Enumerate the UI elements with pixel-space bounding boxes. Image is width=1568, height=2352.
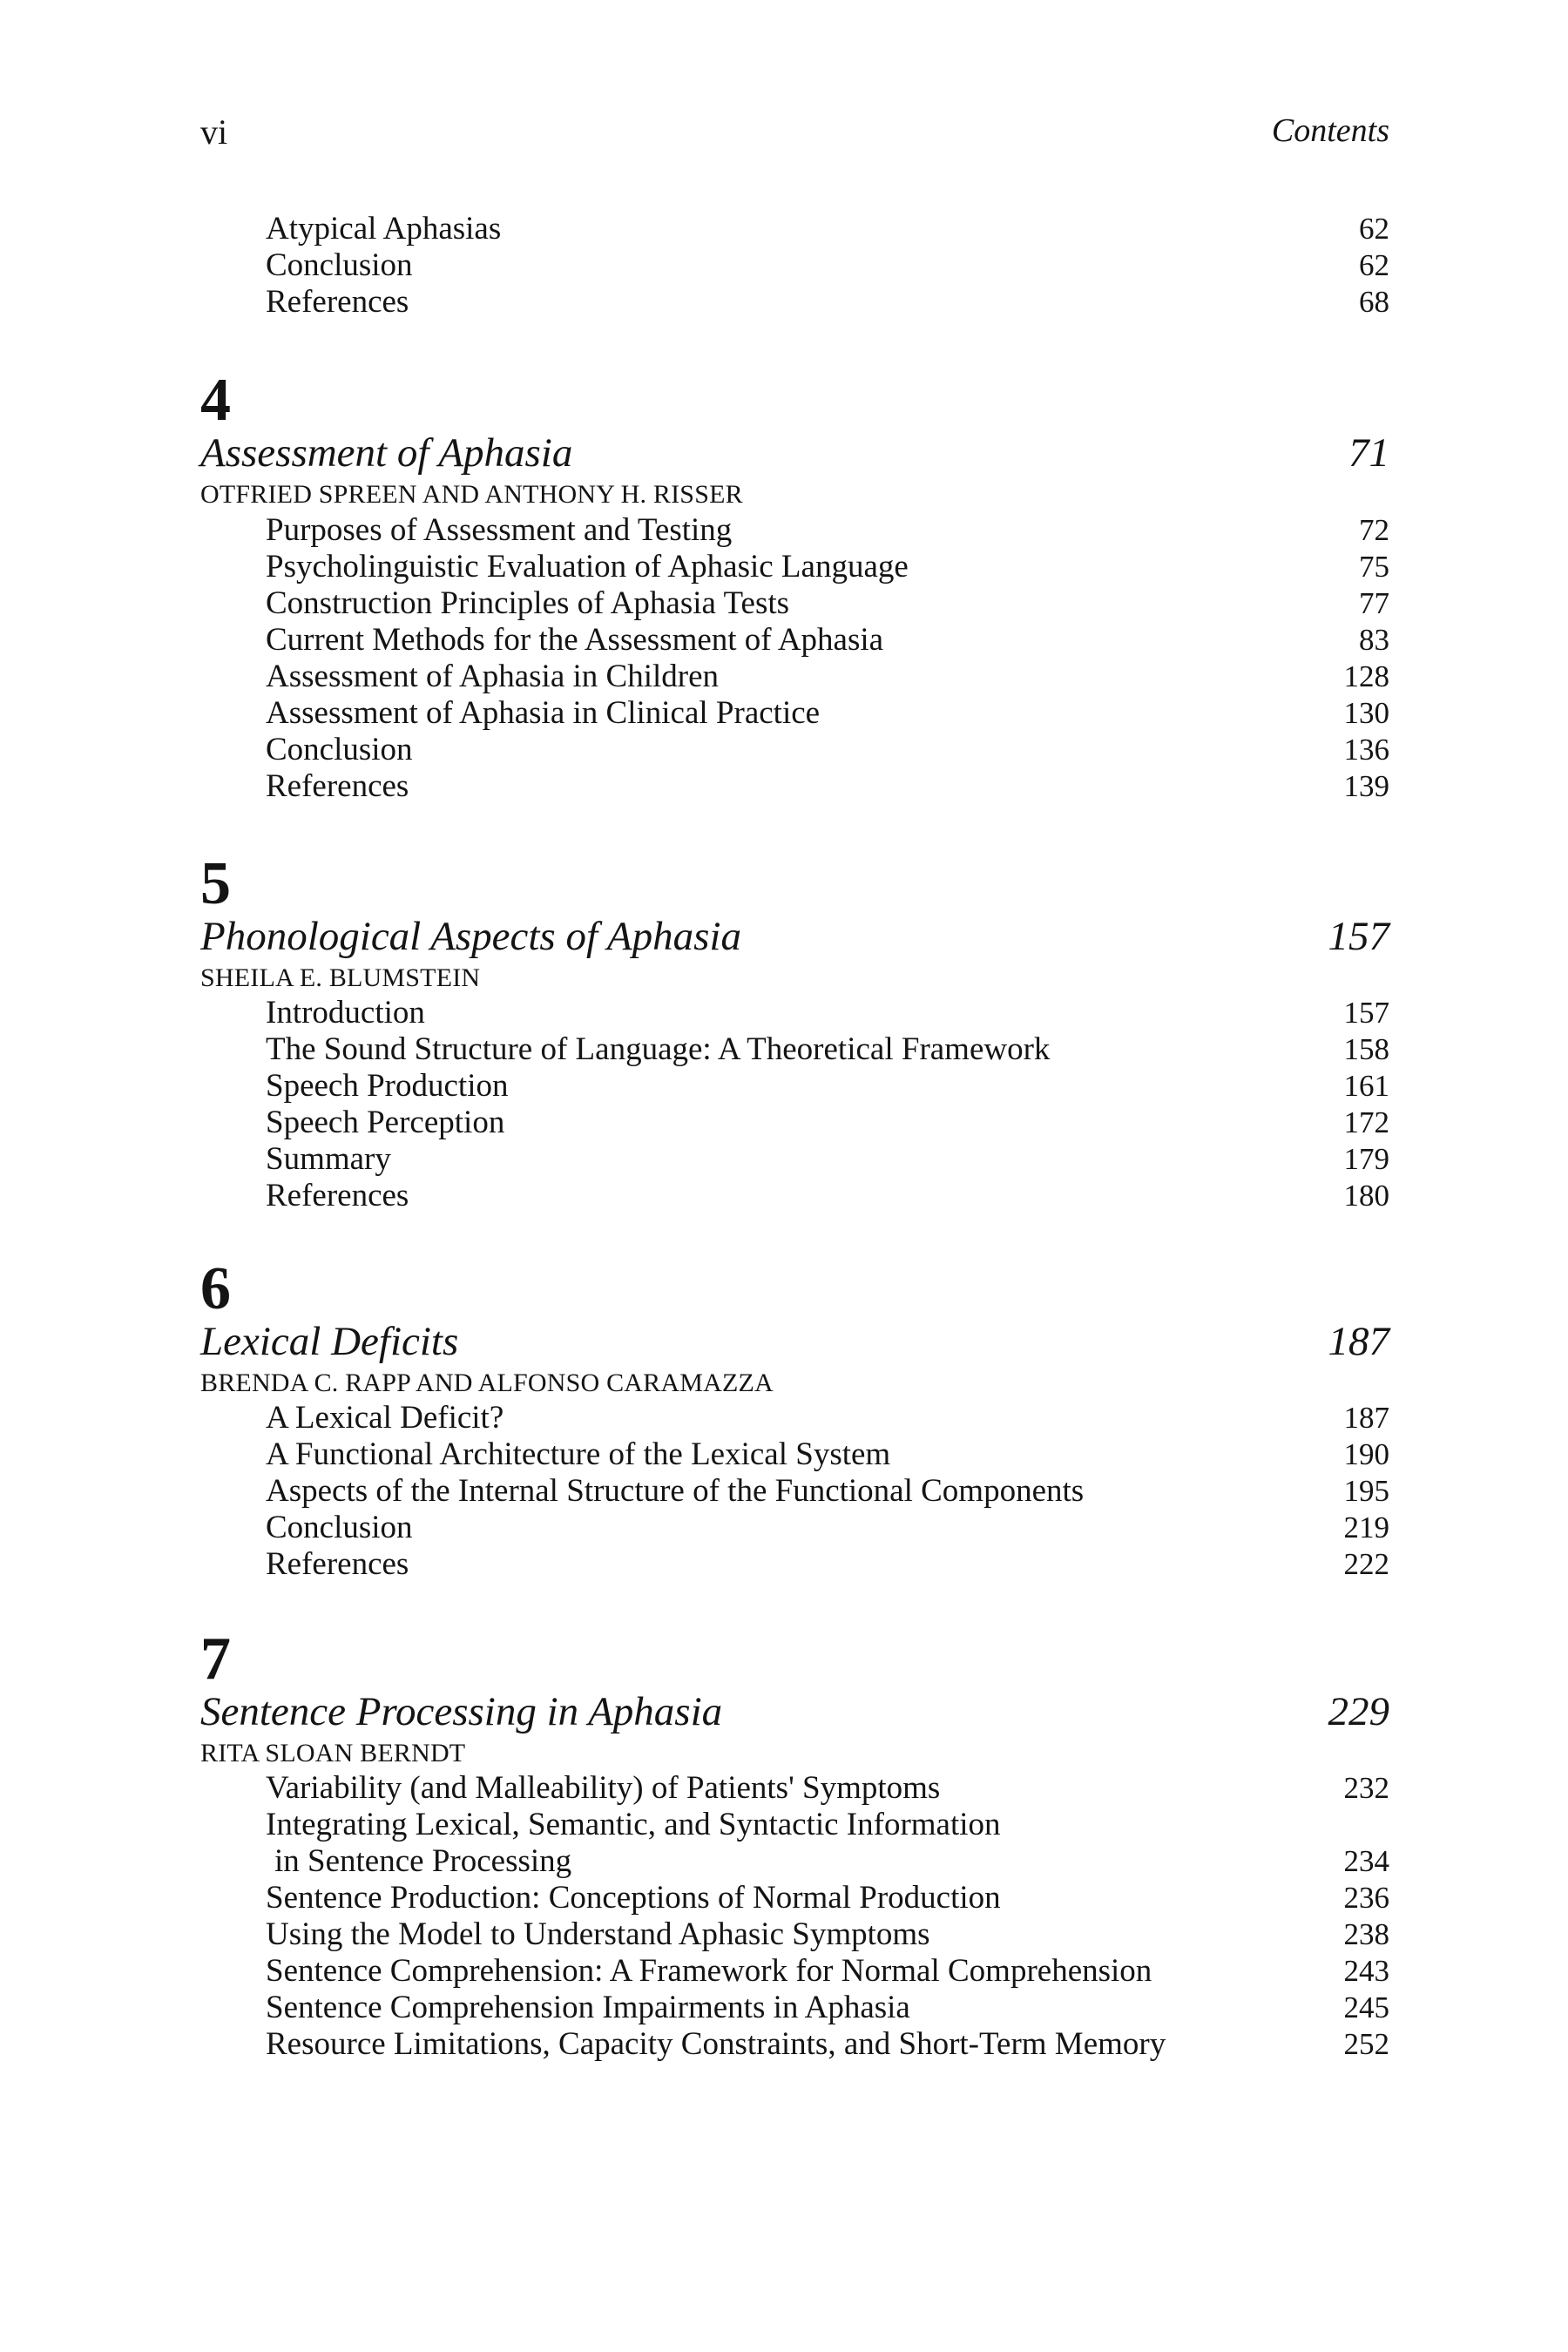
- toc-entry-page: 180: [1343, 1179, 1389, 1213]
- chapter-page: 157: [1328, 914, 1389, 959]
- toc-entry-title: Resource Limitations, Capacity Constraints, and Short-Term Memory: [266, 2026, 1166, 2062]
- toc-entry-title: Speech Perception: [266, 1105, 505, 1140]
- chapter-authors: RITA SLOAN BERNDT: [200, 1739, 466, 1767]
- toc-entry-title: References: [266, 1546, 409, 1582]
- toc-entry[interactable]: [266, 247, 1389, 284]
- toc-entry[interactable]: [266, 1105, 1389, 1141]
- toc-entry-page: 128: [1343, 659, 1389, 693]
- toc-entry-title: Variability (and Malleability) of Patients' Symptoms: [266, 1770, 941, 1806]
- toc-entry-title: Assessment of Aphasia in Clinical Practice: [266, 695, 821, 731]
- chapter-page: 229: [1328, 1689, 1389, 1734]
- toc-entry-page: 219: [1343, 1511, 1389, 1544]
- toc-entry-title: Integrating Lexical, Semantic, and Syntactic Information: [266, 1807, 1001, 1842]
- toc-entry[interactable]: [266, 1990, 1389, 2026]
- toc-entry-title: Conclusion: [266, 732, 413, 767]
- chapter-title: Phonological Aspects of Aphasia: [200, 914, 741, 959]
- chapter-number: 6: [200, 1255, 231, 1322]
- toc-entry-page: 68: [1359, 285, 1389, 319]
- toc-entry[interactable]: [266, 768, 1389, 805]
- toc-entry-page: 83: [1359, 623, 1389, 657]
- toc-entry[interactable]: [266, 284, 1389, 321]
- toc-entry-page: 158: [1343, 1032, 1389, 1066]
- toc-entry-page: 179: [1343, 1142, 1389, 1176]
- toc-entry-page: 139: [1343, 769, 1389, 803]
- page-folio: vi: [200, 112, 228, 152]
- toc-entry[interactable]: [266, 1510, 1389, 1546]
- toc-entry[interactable]: [266, 659, 1389, 695]
- toc-entry-page: 172: [1343, 1105, 1389, 1139]
- toc-entry[interactable]: [266, 1546, 1389, 1583]
- toc-entry-page: 75: [1359, 550, 1389, 584]
- toc-entry[interactable]: [266, 1880, 1389, 1916]
- toc-entry-title: A Functional Architecture of the Lexical System: [266, 1436, 891, 1472]
- toc-entry-continuation[interactable]: [266, 1843, 1389, 1880]
- running-head-title: Contents: [1271, 112, 1389, 149]
- toc-entry-page: 232: [1343, 1771, 1389, 1805]
- toc-entry-title: Assessment of Aphasia in Children: [266, 659, 720, 694]
- toc-entry-title: Purposes of Assessment and Testing: [266, 512, 733, 548]
- toc-entry[interactable]: [266, 1770, 1389, 1807]
- toc-entry-page: 222: [1343, 1547, 1389, 1581]
- chapter-page: 71: [1348, 430, 1389, 476]
- toc-entry-title: Speech Production: [266, 1068, 509, 1104]
- toc-entry-page: 187: [1343, 1401, 1389, 1435]
- toc-entry-page: 234: [1343, 1844, 1389, 1878]
- toc-entry-title: Conclusion: [266, 247, 413, 283]
- toc-entry-title: Aspects of the Internal Structure of the Functional Components: [266, 1473, 1085, 1509]
- chapter-authors: OTFRIED SPREEN AND ANTHONY H. RISSER: [200, 480, 743, 509]
- toc-entry-title: Construction Principles of Aphasia Tests: [266, 585, 790, 621]
- toc-entry-title: Atypical Aphasias: [266, 211, 502, 247]
- toc-entry[interactable]: [266, 549, 1389, 585]
- chapter-heading[interactable]: [200, 1315, 1389, 1368]
- toc-entry-page: 157: [1343, 996, 1389, 1030]
- chapter-number: 7: [200, 1625, 231, 1693]
- chapter-number: 4: [200, 367, 231, 434]
- chapter-authors: BRENDA C. RAPP AND ALFONSO CARAMAZZA: [200, 1369, 774, 1397]
- toc-entry[interactable]: [266, 1916, 1389, 1953]
- toc-entry[interactable]: [266, 1953, 1389, 1990]
- toc-entry[interactable]: [266, 1400, 1389, 1436]
- toc-entry-page: 62: [1359, 212, 1389, 246]
- toc-entry-title: Summary: [266, 1141, 391, 1177]
- toc-entry-page: 252: [1343, 2027, 1389, 2061]
- toc-entry-page: 245: [1343, 1990, 1389, 2024]
- toc-entry-page: 77: [1359, 586, 1389, 620]
- toc-entry-title: Introduction: [266, 995, 425, 1031]
- toc-entry-title: A Lexical Deficit?: [266, 1400, 504, 1436]
- toc-entry-page: 190: [1343, 1437, 1389, 1471]
- toc-entry-title: References: [266, 1178, 409, 1213]
- toc-entry[interactable]: [266, 695, 1389, 732]
- toc-entry[interactable]: [266, 1807, 1389, 1843]
- toc-entry-page: 161: [1343, 1069, 1389, 1103]
- toc-entry-page: 238: [1343, 1917, 1389, 1951]
- toc-entry[interactable]: [266, 1031, 1389, 1068]
- toc-entry[interactable]: [266, 2026, 1389, 2063]
- toc-entry-title: in Sentence Processing: [274, 1843, 572, 1879]
- chapter-authors: SHEILA E. BLUMSTEIN: [200, 963, 481, 992]
- toc-entry[interactable]: [266, 585, 1389, 622]
- toc-entry-page: 136: [1343, 733, 1389, 767]
- toc-entry[interactable]: [266, 1178, 1389, 1214]
- toc-entry-title: Psycholinguistic Evaluation of Aphasic Language: [266, 549, 909, 585]
- toc-entry[interactable]: [266, 995, 1389, 1031]
- toc-entry[interactable]: [266, 1068, 1389, 1105]
- toc-entry-title: Using the Model to Understand Aphasic Symptoms: [266, 1916, 930, 1952]
- toc-entry-title: Sentence Production: Conceptions of Normal Production: [266, 1880, 1001, 1916]
- toc-entry-title: Conclusion: [266, 1510, 413, 1545]
- toc-entry[interactable]: [266, 211, 1389, 247]
- toc-entry-page: 195: [1343, 1474, 1389, 1508]
- chapter-title: Lexical Deficits: [200, 1319, 459, 1364]
- chapter-heading[interactable]: [200, 427, 1389, 479]
- toc-entry[interactable]: [266, 512, 1389, 549]
- running-head: [200, 112, 1389, 164]
- toc-entry-title: References: [266, 768, 409, 804]
- toc-entry-page: 72: [1359, 513, 1389, 547]
- chapter-heading[interactable]: [200, 910, 1389, 963]
- chapter-title: Sentence Processing in Aphasia: [200, 1689, 723, 1734]
- toc-entry-page: 62: [1359, 248, 1389, 282]
- toc-entry-page: 243: [1343, 1954, 1389, 1988]
- toc-entry-title: Sentence Comprehension: A Framework for Normal Comprehension: [266, 1953, 1152, 1989]
- toc-entry[interactable]: [266, 1436, 1389, 1473]
- toc-entry[interactable]: [266, 1141, 1389, 1178]
- toc-entry[interactable]: [266, 1473, 1389, 1510]
- toc-entry-page: 236: [1343, 1881, 1389, 1915]
- chapter-number: 5: [200, 850, 231, 917]
- chapter-title: Assessment of Aphasia: [200, 430, 573, 476]
- chapter-heading[interactable]: [200, 1686, 1389, 1738]
- toc-entry-title: Sentence Comprehension Impairments in Aphasia: [266, 1990, 910, 2025]
- toc-entry[interactable]: [266, 622, 1389, 659]
- toc-entry-title: The Sound Structure of Language: A Theoretical Framework: [266, 1031, 1051, 1067]
- toc-entry-title: Current Methods for the Assessment of Aphasia: [266, 622, 884, 658]
- toc-entry-title: References: [266, 284, 409, 320]
- toc-entry[interactable]: [266, 732, 1389, 768]
- toc-entry-page: 130: [1343, 696, 1389, 730]
- chapter-page: 187: [1328, 1319, 1389, 1364]
